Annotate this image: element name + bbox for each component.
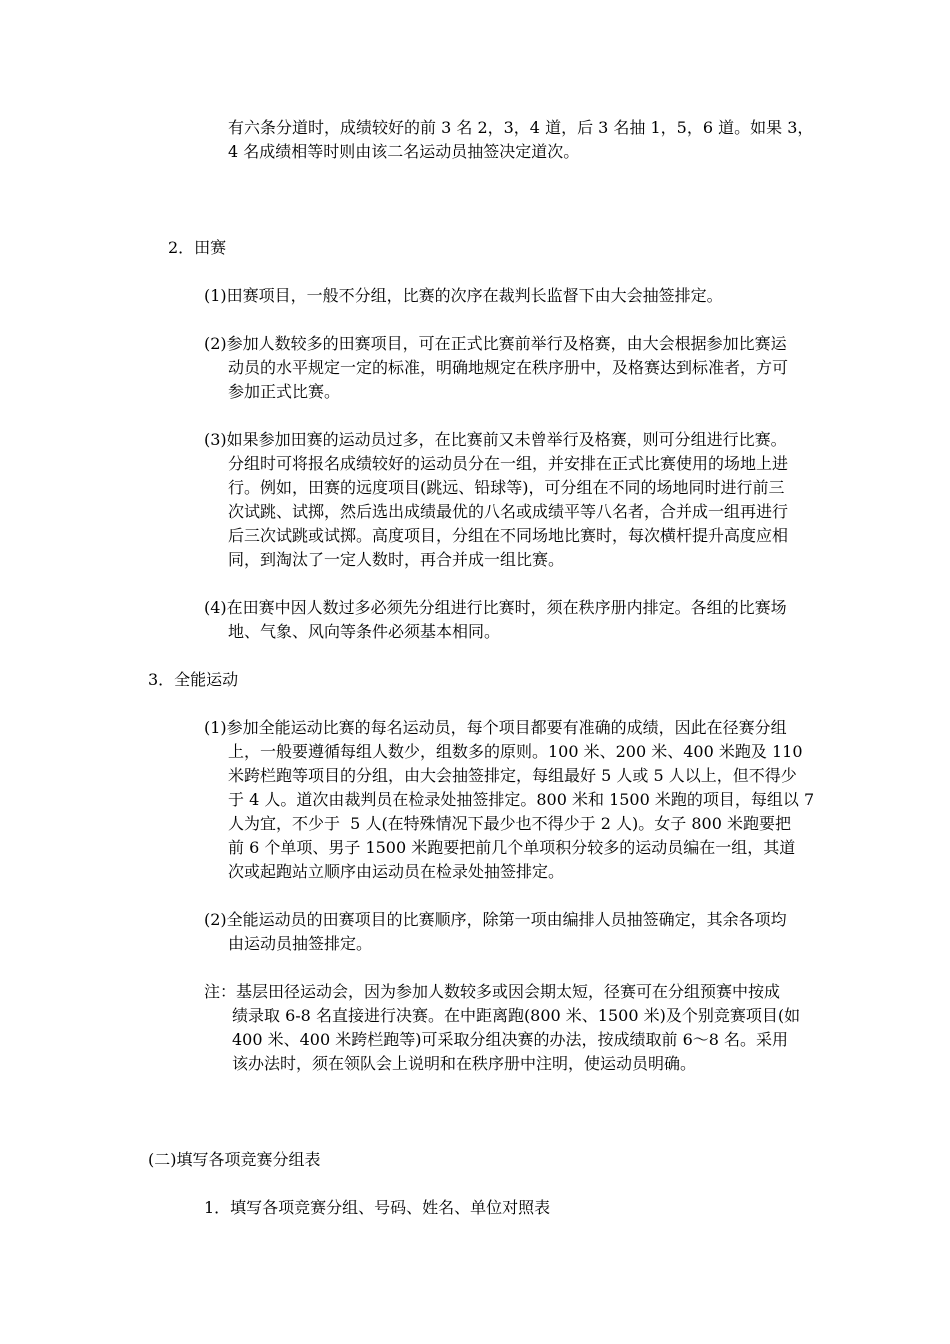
item-number: (2) xyxy=(204,334,227,353)
section-heading-2 xyxy=(148,1148,321,1172)
text-line xyxy=(204,980,800,1004)
text-line: 前 6 个单项、男子 1500 米跑要把前几个单项积分较多的运动员编在一组，其道 xyxy=(228,838,796,857)
item-number: (4) xyxy=(204,598,227,617)
text-line xyxy=(204,908,787,932)
field-item-4 xyxy=(204,596,787,644)
combined-item-1 xyxy=(204,716,814,884)
text-line xyxy=(204,596,787,620)
text-line: 动员的水平规定一定的标准，明确地规定在秩序册中，及格赛达到标准者，方可 xyxy=(228,358,789,377)
item-number: (2) xyxy=(204,910,227,929)
subheading-1 xyxy=(204,1196,550,1220)
text-line xyxy=(204,284,723,308)
item-text: 参加人数较多的田赛项目，可在正式比赛前举行及格赛，由大会根据参加比赛运 xyxy=(226,334,787,353)
text-line xyxy=(204,716,814,740)
text-line: 有六条分道时，成绩较好的前 3 名 2，3，4 道，后 3 名抽 1，5，6 道。如果 3， xyxy=(228,118,814,137)
item-text: 全能运动员的田赛项目的比赛顺序，除第一项由编排人员抽签确定，其余各项均 xyxy=(226,910,787,929)
note-block xyxy=(204,980,800,1076)
text-line: 后三次试跳或试掷。高度项目，分组在不同场地比赛时，每次横杆提升高度应相 xyxy=(228,526,789,545)
text-line xyxy=(204,332,788,356)
item-text: 如果参加田赛的运动员过多，在比赛前又未曾举行及格赛，则可分组进行比赛。 xyxy=(226,430,787,449)
item-text: 参加全能运动比赛的每名运动员，每个项目都要有准确的成绩，因此在径赛分组 xyxy=(226,718,787,737)
text-line: 次或起跑站立顺序由运动员在检录处抽签排定。 xyxy=(228,862,565,881)
text-line: 行。例如，田赛的远度项目(跳远、铅球等)，可分组在不同的场地同时进行前三 xyxy=(228,478,785,497)
text-line xyxy=(204,428,788,452)
field-item-1 xyxy=(204,284,723,308)
text-line: 同，到淘汰了一定人数时，再合并成一组比赛。 xyxy=(228,550,565,569)
text-line: 4 名成绩相等时则由该二名运动员抽签决定道次。 xyxy=(228,142,580,161)
item-number: (1) xyxy=(204,286,227,305)
item-text: 在田赛中因人数过多必须先分组进行比赛时，须在秩序册内排定。各组的比赛场 xyxy=(226,598,787,617)
field-item-2 xyxy=(204,332,788,404)
text-line: 由运动员抽签排定。 xyxy=(228,934,373,953)
item-text: 田赛项目，一般不分组，比赛的次序在裁判长监督下由大会抽签排定。 xyxy=(226,286,723,305)
heading-text: 3．全能运动 xyxy=(148,670,239,689)
field-item-3 xyxy=(204,428,788,572)
section-heading-combined xyxy=(148,668,238,692)
item-number: (1) xyxy=(204,718,227,737)
text-line: 米跨栏跑等项目的分组，由大会抽签排定，每组最好 5 人或 5 人以上，但不得少 xyxy=(228,766,797,785)
text-line: 绩录取 6-8 名直接进行决赛。在中距离跑(800 米、1500 米)及个别竞赛项目(如 xyxy=(232,1006,801,1025)
section-heading-field xyxy=(168,236,226,260)
heading-text: (二)填写各项竞赛分组表 xyxy=(148,1150,321,1169)
text-line: 400 米、400 米跨栏跑等)可采取分组决赛的办法，按成绩取前 6～8 名。采用 xyxy=(232,1030,789,1049)
item-number: (3) xyxy=(204,430,227,449)
combined-item-2 xyxy=(204,908,787,956)
text-line: 参加正式比赛。 xyxy=(228,382,341,401)
note-text: 基层田径运动会，因为参加人数较多或因会期太短，径赛可在分组预赛中按成 xyxy=(236,982,781,1001)
text-line: 上，一般要遵循每组人数少，组数多的原则。100 米、200 米、400 米跑及 110 xyxy=(228,742,803,761)
text-line: 分组时可将报名成绩较好的运动员分在一组，并安排在正式比赛使用的场地上进 xyxy=(228,454,789,473)
lane-note xyxy=(228,116,813,164)
heading-text: 2．田赛 xyxy=(168,238,227,257)
note-label: 注： xyxy=(204,982,237,1001)
subheading-text: 1．填写各项竞赛分组、号码、姓名、单位对照表 xyxy=(204,1198,551,1217)
text-line: 次试跳、试掷，然后选出成绩最优的八名或成绩平等八名者，合并成一组再进行 xyxy=(228,502,789,521)
text-line: 于 4 人。道次由裁判员在检录处抽签排定。800 米和 1500 米跑的项目，每组以 7 xyxy=(228,790,815,809)
text-line: 人为宜，不少于 5 人(在特殊情况下最少也不得少于 2 人)。女子 800 米跑要把 xyxy=(228,814,791,833)
text-line: 地、气象、风向等条件必须基本相同。 xyxy=(228,622,501,641)
text-line: 该办法时，须在领队会上说明和在秩序册中注明，使运动员明确。 xyxy=(232,1054,697,1073)
